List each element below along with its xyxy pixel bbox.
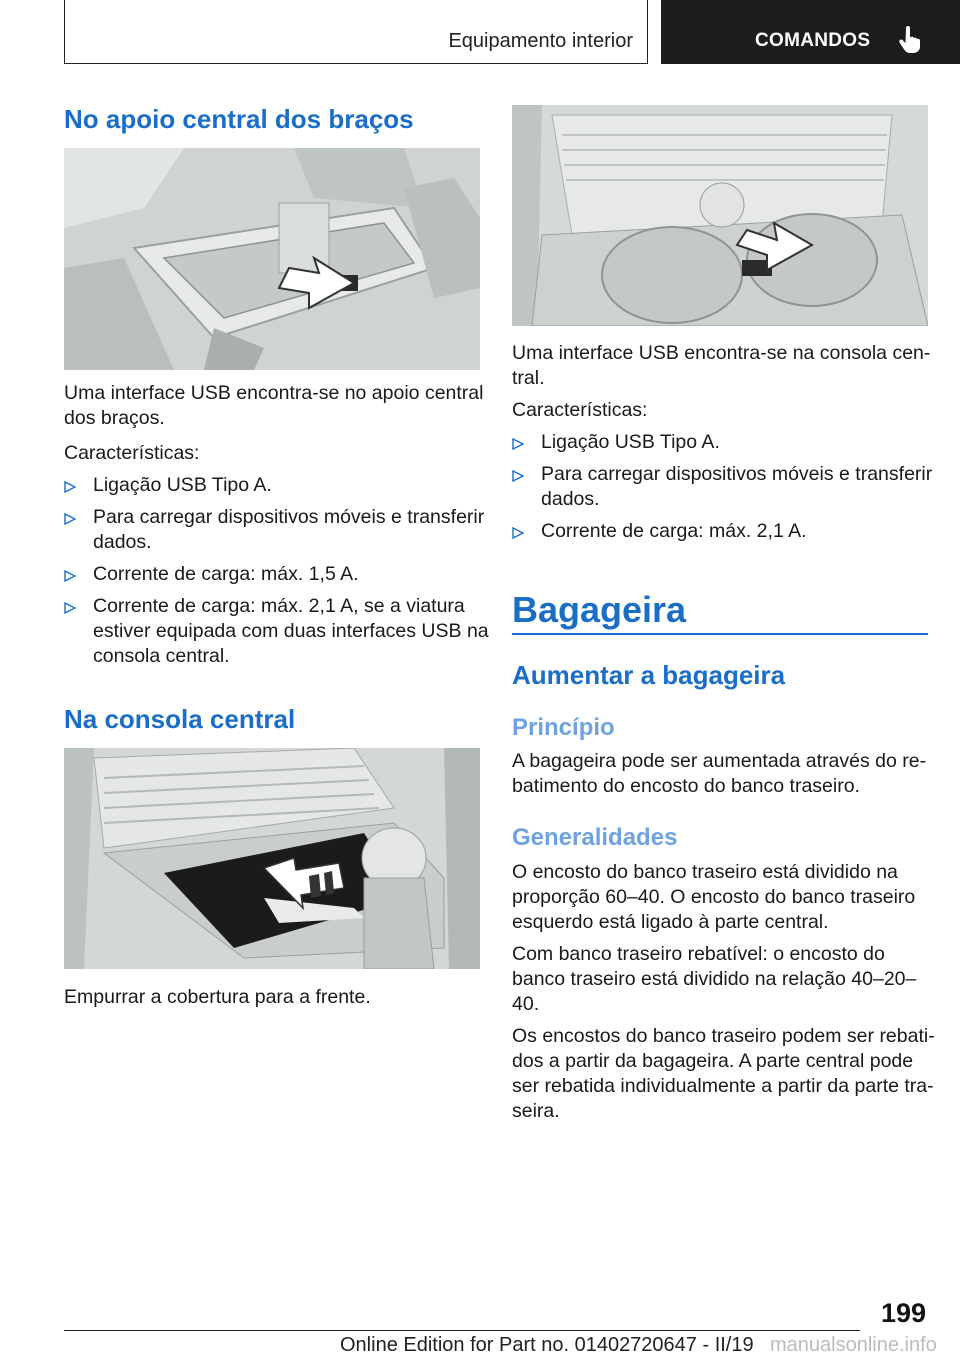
armrest-description-line2: dos braços. bbox=[64, 407, 165, 429]
general-text-2-line2: banco traseiro está dividido na relação 40–20– bbox=[512, 968, 917, 990]
triangle-right-outline-icon bbox=[64, 481, 76, 493]
footer-edition: Online Edition for Part no. 01402720647 - II/19 bbox=[340, 1334, 754, 1356]
subsection-general: Generalidades bbox=[512, 824, 678, 851]
photo-console-usb bbox=[512, 105, 928, 326]
section-title: Aumentar a bagageira bbox=[512, 660, 786, 690]
console-description-line1: Uma interface USB encontra-se na consola cen- bbox=[512, 342, 931, 364]
hand-pointer-icon bbox=[897, 26, 923, 54]
chapter-rule bbox=[512, 633, 928, 635]
general-text-3-line3: ser rebatida individualmente a partir da parte tra- bbox=[512, 1075, 934, 1097]
page-number: 199 bbox=[880, 1298, 926, 1328]
heading-armrest: No apoio central dos braços bbox=[64, 104, 414, 134]
list-item-continuation: estiver equipada com duas interfaces USB na bbox=[93, 620, 489, 642]
general-text-3-line1: Os encostos do banco traseiro podem ser rebati- bbox=[512, 1025, 935, 1047]
chapter-title: Bagageira bbox=[512, 589, 687, 630]
general-text-1-line1: O encosto do banco traseiro está dividido na bbox=[512, 861, 898, 883]
console-description-line2: tral. bbox=[512, 367, 545, 389]
header-chapter-tab bbox=[661, 0, 960, 64]
header-chapter-label: COMANDOS bbox=[755, 30, 871, 51]
triangle-right-outline-icon bbox=[512, 438, 524, 450]
footer-rule bbox=[64, 1330, 860, 1331]
list-item-continuation: dados. bbox=[541, 488, 600, 510]
photo-armrest-usb bbox=[64, 148, 480, 370]
general-text-1-line2: proporção 60–40. O encosto do banco traseiro bbox=[512, 886, 916, 908]
list-item-continuation: dados. bbox=[93, 531, 152, 553]
general-text-3-line4: seira. bbox=[512, 1100, 560, 1122]
caption-push-cover: Empurrar a cobertura para a frente. bbox=[64, 986, 371, 1008]
armrest-features-label: Características: bbox=[64, 442, 200, 464]
watermark: manualsonline.info bbox=[770, 1334, 937, 1356]
heading-center-console: Na consola central bbox=[64, 704, 296, 734]
list-item-continuation: consola central. bbox=[93, 645, 230, 667]
console-features-label: Características: bbox=[512, 399, 648, 421]
triangle-right-outline-icon bbox=[512, 527, 524, 539]
photo-console-cover bbox=[64, 748, 480, 969]
general-text-1-line3: esquerdo está ligado à parte central. bbox=[512, 911, 829, 933]
triangle-right-outline-icon bbox=[64, 602, 76, 614]
general-text-2-line3: 40. bbox=[512, 993, 540, 1015]
principle-text-line1: A bagageira pode ser aumentada através do re- bbox=[512, 750, 927, 772]
subsection-principle: Princípio bbox=[512, 714, 615, 741]
general-text-3-line2: dos a partir da bagageira. A parte central pode bbox=[512, 1050, 914, 1072]
principle-text-line2: batimento do encosto do banco traseiro. bbox=[512, 775, 860, 797]
header-section-title: Equipamento interior bbox=[448, 30, 633, 52]
triangle-right-outline-icon bbox=[64, 570, 76, 582]
general-text-2-line1: Com banco traseiro rebatível: o encosto do bbox=[512, 943, 885, 965]
triangle-right-outline-icon bbox=[512, 470, 524, 482]
header-section-box bbox=[64, 0, 648, 64]
triangle-right-outline-icon bbox=[64, 513, 76, 525]
armrest-description-line1: Uma interface USB encontra-se no apoio central bbox=[64, 382, 484, 404]
